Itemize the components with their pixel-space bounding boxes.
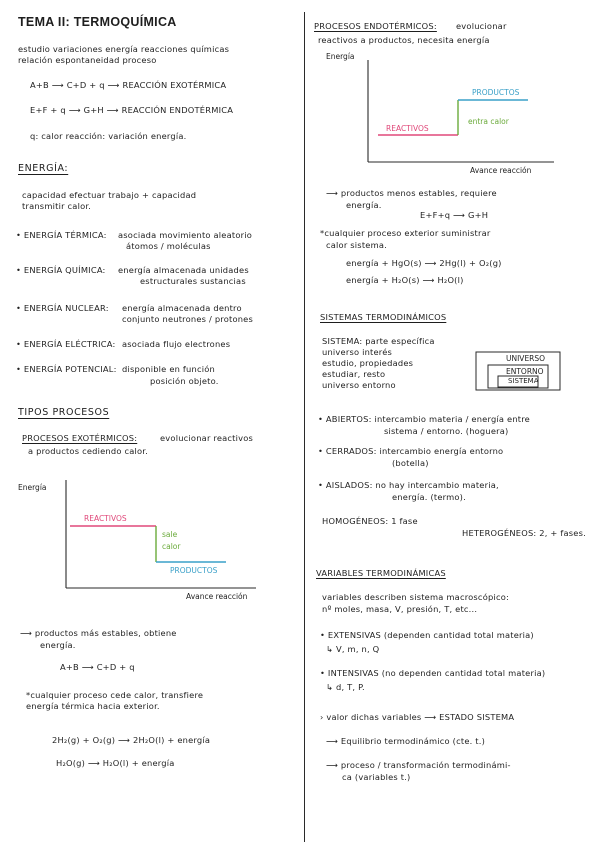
intro-line: estudio variaciones energía reacciones químicas [18, 44, 230, 54]
endo-note: calor sistema. [326, 240, 387, 250]
sistemas-definition: estudio, propiedades [322, 358, 414, 368]
exo-diagram-ylabel: Energía [18, 483, 47, 492]
exo-heading: PROCESOS EXOTÉRMICOS: [22, 433, 138, 443]
endo-note: ⟶ productos menos estables, requiere [326, 188, 497, 198]
endo-calor-label: entra calor [468, 117, 509, 126]
energy-type-text: átomos / moléculas [126, 241, 211, 251]
sistemas-definition: SISTEMA: parte específica [322, 336, 435, 346]
endo-heading: PROCESOS ENDOTÉRMICOS: [314, 21, 437, 31]
energy-type-text: disponible en función [122, 364, 215, 374]
exo-calor-label: calor [162, 542, 181, 551]
variables-definition: variables describen sistema macroscópico: [322, 592, 509, 602]
exo-note: ⟶ productos más estables, obtiene [20, 628, 177, 638]
energy-type-label: • ENERGÍA ELÉCTRICA: [16, 339, 116, 349]
exo-sale-label: sale [162, 530, 178, 539]
exo-reactivos-label: REACTIVOS [84, 514, 127, 523]
homogeneos-line: HOMOGÉNEOS: 1 fase [322, 516, 418, 526]
column-divider [304, 12, 305, 842]
exo-definition: evolucionar reactivos [160, 433, 254, 443]
endo-productos-label: PRODUCTOS [472, 88, 520, 97]
aislados-line: • AISLADOS: no hay intercambio materia, [318, 480, 499, 490]
energy-type-text: asociada movimiento aleatorio [118, 230, 253, 240]
energy-type-label: • ENERGÍA POTENCIAL: [16, 364, 117, 374]
exo-example: 2H₂(g) + O₂(g) ⟶ 2H₂O(l) + energía [52, 735, 211, 745]
exothermic-equation: A+B ⟶ C+D + q ⟶ REACCIÓN EXOTÉRMICA [30, 80, 227, 90]
cerrados-line: (botella) [392, 458, 429, 468]
sistemas-definition: universo interés [322, 347, 393, 357]
exo-diagram-xlabel: Avance reacción [186, 592, 248, 601]
proceso-line: ⟶ proceso / transformación termodinámi- [326, 760, 511, 770]
heterogeneos-line: HETEROGÉNEOS: 2, + fases. [462, 528, 586, 538]
sistemas-definition: universo entorno [322, 380, 396, 390]
endo-example: energía + HgO(s) ⟶ 2Hg(l) + O₂(g) [346, 258, 502, 268]
sistema-label: SISTEMA [508, 377, 539, 385]
proceso-line: ca (variables t.) [342, 772, 411, 782]
energy-type-text: energía almacenada dentro [122, 303, 242, 313]
variables-definition: nº moles, masa, V, presión, T, etc... [322, 604, 478, 614]
intro-line: relación espontaneidad proceso [18, 55, 157, 65]
endo-energy-diagram [306, 50, 601, 180]
endo-definition: evolucionar [456, 21, 507, 31]
universo-label: UNIVERSO [506, 354, 546, 363]
endo-definition: reactivos a productos, necesita energía [318, 35, 490, 45]
exo-note: energía térmica hacia exterior. [26, 701, 160, 711]
abiertos-line: sistema / entorno. (hoguera) [384, 426, 509, 436]
energy-type-text: asociada flujo electrones [122, 339, 231, 349]
q-definition: q: calor reacción: variación energía. [30, 131, 187, 141]
page-title: TEMA II: TERMOQUÍMICA [18, 15, 177, 29]
exo-example: H₂O(g) ⟶ H₂O(l) + energía [56, 758, 175, 768]
extensivas-line: • EXTENSIVAS (dependen cantidad total materia) [320, 630, 534, 640]
energy-type-text: conjunto neutrones / protones [122, 314, 254, 324]
exo-definition: a productos cediendo calor. [28, 446, 148, 456]
extensivas-line: ↳ V, m, n, Q [326, 644, 380, 654]
energia-definition: capacidad efectuar trabajo + capacidad [22, 190, 197, 200]
sistemas-heading: SISTEMAS TERMODINÁMICOS [320, 312, 447, 322]
endo-diagram-xlabel: Avance reacción [470, 166, 532, 175]
valor-line: › valor dichas variables ⟶ ESTADO SISTEMA [320, 712, 515, 722]
sistemas-definition: estudiar, resto [322, 369, 386, 379]
energia-definition: transmitir calor. [22, 201, 92, 211]
intensivas-line: ↳ d, T, P. [326, 682, 365, 692]
tipos-heading: TIPOS PROCESOS [18, 407, 110, 418]
exo-energy-diagram [0, 470, 300, 620]
abiertos-line: • ABIERTOS: intercambio materia / energía entre [318, 414, 530, 424]
energy-type-label: • ENERGÍA NUCLEAR: [16, 303, 109, 313]
equilibrio-line: ⟶ Equilibrio termodinámico (cte. t.) [326, 736, 486, 746]
entorno-label: ENTORNO [506, 367, 544, 376]
exo-note: energía. [40, 640, 76, 650]
energy-type-label: • ENERGÍA QUÍMICA: [16, 265, 106, 275]
endo-reactivos-label: REACTIVOS [386, 124, 429, 133]
energy-type-label: • ENERGÍA TÉRMICA: [16, 230, 107, 240]
endo-note: E+F+q ⟶ G+H [420, 210, 489, 220]
energia-heading: ENERGÍA: [18, 163, 69, 174]
energy-type-text: energía almacenada unidades [118, 265, 249, 275]
variables-heading: VARIABLES TERMODINÁMICAS [316, 568, 446, 578]
endo-note: *cualquier proceso exterior suministrar [320, 228, 491, 238]
intensivas-line: • INTENSIVAS (no dependen cantidad total materia) [320, 668, 546, 678]
cerrados-line: • CERRADOS: intercambio energía entorno [318, 446, 504, 456]
endo-example: energía + H₂O(s) ⟶ H₂O(l) [346, 275, 464, 285]
energy-type-text: posición objeto. [150, 376, 219, 386]
energy-type-text: estructurales sustancias [140, 276, 246, 286]
exo-note: A+B ⟶ C+D + q [60, 662, 135, 672]
aislados-line: energía. (termo). [392, 492, 466, 502]
exo-note: *cualquier proceso cede calor, transfiere [26, 690, 204, 700]
endothermic-equation: E+F + q ⟶ G+H ⟶ REACCIÓN ENDOTÉRMICA [30, 105, 234, 115]
endo-diagram-ylabel: Energía [326, 52, 355, 61]
endo-note: energía. [346, 200, 382, 210]
exo-productos-label: PRODUCTOS [170, 566, 218, 575]
